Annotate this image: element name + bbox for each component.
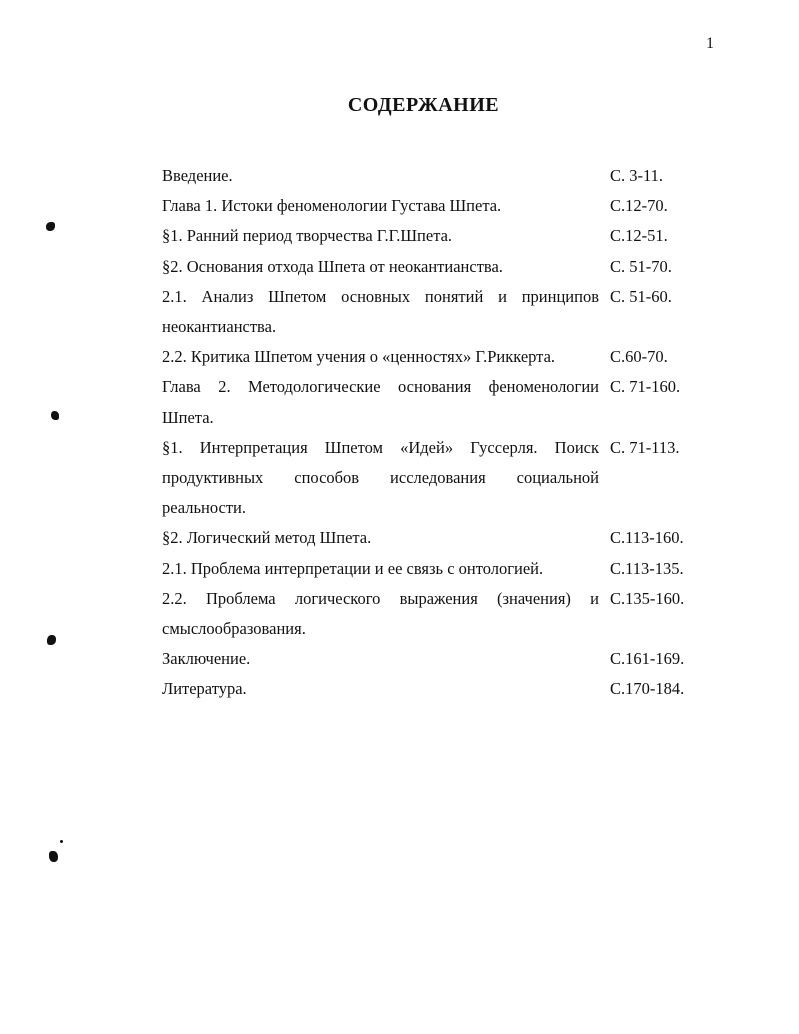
toc-entry — [162, 554, 702, 584]
toc-entry — [162, 282, 702, 342]
toc-entry-pages: С.113-135. — [610, 558, 684, 578]
toc-entry-line: §1. Интерпретация Шпетом «Идей» Гуссерля. Поиск — [162, 437, 599, 457]
toc-entry — [162, 644, 702, 674]
toc-entry-title — [162, 554, 599, 584]
scan-blot — [46, 222, 55, 231]
toc-entry — [162, 221, 702, 251]
toc-entry-pages: С. 51-70. — [610, 256, 672, 276]
toc-entry-title — [162, 191, 599, 221]
toc-entry-line: Введение. — [162, 166, 233, 185]
toc-entry-title — [162, 221, 599, 251]
toc-entry-title — [162, 252, 599, 282]
toc-entry — [162, 372, 702, 432]
toc-entry-line: 2.2. Проблема логического выражения (значения) и — [162, 588, 599, 608]
toc-entry-pages: С.161-169. — [610, 649, 685, 669]
toc-entry-line: §2. Основания отхода Шпета от неокантианства. — [162, 256, 503, 276]
toc-entry-pages: С. 71-160. — [610, 377, 681, 397]
toc-entry-line: реальности. — [162, 498, 246, 518]
toc-entry — [162, 433, 702, 524]
scan-blot — [49, 851, 58, 862]
toc-entry-pages: С.60-70. — [610, 347, 668, 367]
toc-entry-line: неокантианства. — [162, 316, 277, 336]
toc-entry-line: Глава 1. Истоки феноменологии Густава Шпета. — [162, 196, 502, 216]
toc-entry-line: продуктивных способов исследования социальной — [162, 467, 599, 487]
toc-entry-pages: С. 51-60. — [610, 286, 672, 306]
toc-entry-title — [162, 342, 599, 372]
toc-entry-pages: С. 71-113. — [610, 437, 680, 457]
toc-entry-title — [162, 282, 599, 342]
toc-entry-pages: С.135-160. — [610, 588, 685, 608]
toc-entry-pages: С.170-184. — [610, 679, 685, 699]
toc-entry-title — [162, 372, 599, 432]
scan-blot — [47, 635, 56, 645]
toc-entry-line: §1. Ранний период творчества Г.Г.Шпета. — [162, 226, 453, 246]
toc-entry-line: 2.2. Критика Шпетом учения о «ценностях» Г.Риккерта. — [162, 347, 556, 367]
toc-entry-line: §2. Логический метод Шпета. — [162, 528, 372, 548]
toc-entry-pages: С.113-160. — [610, 528, 684, 548]
toc-entry-title — [162, 584, 599, 644]
toc-entry-title — [162, 523, 599, 553]
toc-entry — [162, 252, 702, 282]
toc-entry — [162, 584, 702, 644]
toc-entry — [162, 523, 702, 553]
toc-entry — [162, 161, 702, 191]
toc-entry-title — [162, 644, 599, 674]
toc-entry-line: 2.1. Проблема интерпретации и ее связь с онтологией. — [162, 558, 544, 578]
toc-entry — [162, 342, 702, 372]
toc-entry-title — [162, 674, 599, 704]
toc-entry-pages: С. 3-11. — [610, 166, 664, 185]
page-title: СОДЕРЖАНИЕ — [347, 94, 500, 116]
toc-entry — [162, 191, 702, 221]
toc-entry-line: 2.1. Анализ Шпетом основных понятий и принципов — [162, 286, 599, 306]
toc-entry-pages: С.12-51. — [610, 226, 668, 246]
scan-blot — [51, 411, 59, 420]
toc-entry-line: Глава 2. Методологические основания феноменологии — [162, 377, 599, 397]
toc-entry-line: смыслообразования. — [162, 618, 306, 638]
toc-entry-title — [162, 433, 599, 524]
page-number: 1 — [706, 35, 714, 52]
toc-entry-pages: С.12-70. — [610, 196, 668, 216]
toc-entry-line: Шпета. — [162, 407, 214, 427]
scan-dot — [60, 840, 63, 843]
toc-entry-line: Заключение. — [162, 649, 251, 669]
toc-entry-line: Литература. — [162, 679, 247, 699]
toc-entry-title — [162, 161, 599, 191]
toc-entry — [162, 674, 702, 704]
